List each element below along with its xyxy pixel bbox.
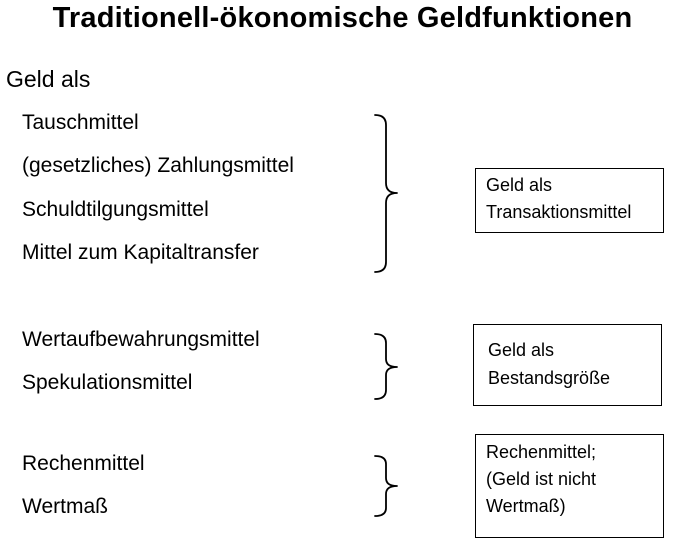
box-rechenmittel <box>475 434 664 538</box>
item-spekulationsmittel: Spekulationsmittel <box>22 371 193 394</box>
box-transaktionsmittel-line-2: Transaktionsmittel <box>486 202 632 222</box>
box-rechenmittel-line-3: Wertmaß) <box>486 496 566 516</box>
box-rechenmittel-line-2: (Geld ist nicht <box>486 469 597 489</box>
box-bestandsgroesse-line-2: Bestandsgröße <box>488 368 611 388</box>
brace-unit <box>375 456 397 516</box>
lead-text: Geld als <box>6 66 91 92</box>
box-transaktionsmittel <box>475 168 664 233</box>
item-rechenmittel: Rechenmittel <box>22 452 145 475</box>
item-zahlungsmittel: (gesetzliches) Zahlungsmittel <box>22 154 294 177</box>
box-bestandsgroesse-line-1: Geld als <box>488 340 555 360</box>
item-tauschmittel: Tauschmittel <box>22 111 139 134</box>
box-transaktionsmittel-line-1: Geld als <box>486 175 553 195</box>
brace-transaction <box>375 115 397 272</box>
item-wertmass: Wertmaß <box>22 495 108 518</box>
item-wertaufbewahrungsmittel: Wertaufbewahrungsmittel <box>22 328 260 351</box>
item-schuldtilgungsmittel: Schuldtilgungsmittel <box>22 198 209 221</box>
item-kapitaltransfer: Mittel zum Kapitaltransfer <box>22 241 259 264</box>
box-bestandsgroesse <box>473 324 662 406</box>
box-rechenmittel-line-1: Rechenmittel; <box>486 442 597 462</box>
diagram-title: Traditionell-ökonomische Geldfunktionen <box>52 2 633 34</box>
brace-stock <box>375 334 397 399</box>
